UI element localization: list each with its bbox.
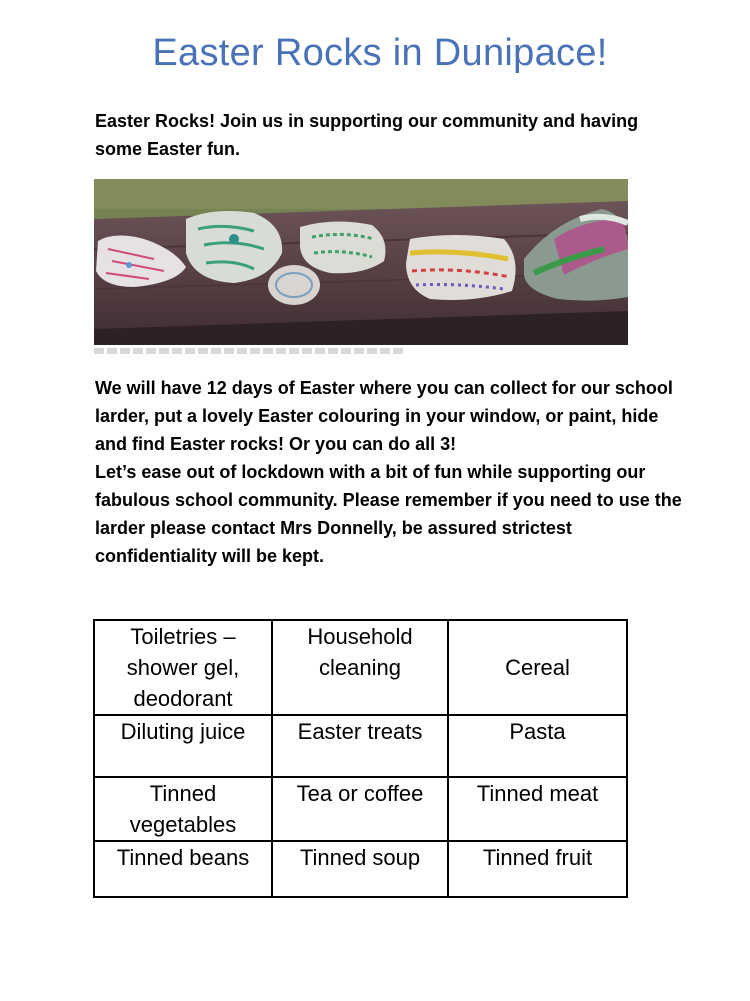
photo-caption xyxy=(94,348,404,354)
table-cell: Toiletries – shower gel, deodorant xyxy=(94,620,272,715)
intro-text: Easter Rocks! Join us in supporting our community and having some Easter fun. xyxy=(95,111,639,159)
table-row xyxy=(94,620,627,715)
body-text xyxy=(95,374,685,570)
body-paragraph-lockdown: Let’s ease out of lockdown with a bit of fun while supporting our fabulous school community. Please remember if you need to use the larder please contact Mrs Donnelly, be assured strictest confidentiality will be kept. xyxy=(95,462,682,566)
table-row xyxy=(94,841,627,897)
table-cell: Easter treats xyxy=(272,715,448,777)
table-cell: Tinned fruit xyxy=(448,841,627,897)
table-cell: Tinned beans xyxy=(94,841,272,897)
body-paragraph-days: We will have 12 days of Easter where you can collect for our school larder, put a lovely Easter colouring in your window, or paint, hide and find Easter rocks! Or you can do all 3! xyxy=(95,378,673,454)
table-cell: Tinned meat xyxy=(448,777,627,841)
table-cell: Cereal xyxy=(448,620,627,715)
table-cell: Pasta xyxy=(448,715,627,777)
table-cell: Household cleaning xyxy=(272,620,448,715)
table-cell: Diluting juice xyxy=(94,715,272,777)
easter-rocks-photo xyxy=(94,179,628,345)
page-title: Easter Rocks in Dunipace! xyxy=(152,32,608,74)
table-cell: Tinned vegetables xyxy=(94,777,272,841)
table-cell: Tea or coffee xyxy=(272,777,448,841)
larder-items-table xyxy=(93,619,628,898)
table-cell: Tinned soup xyxy=(272,841,448,897)
table-row xyxy=(94,715,627,777)
table-row xyxy=(94,777,627,841)
